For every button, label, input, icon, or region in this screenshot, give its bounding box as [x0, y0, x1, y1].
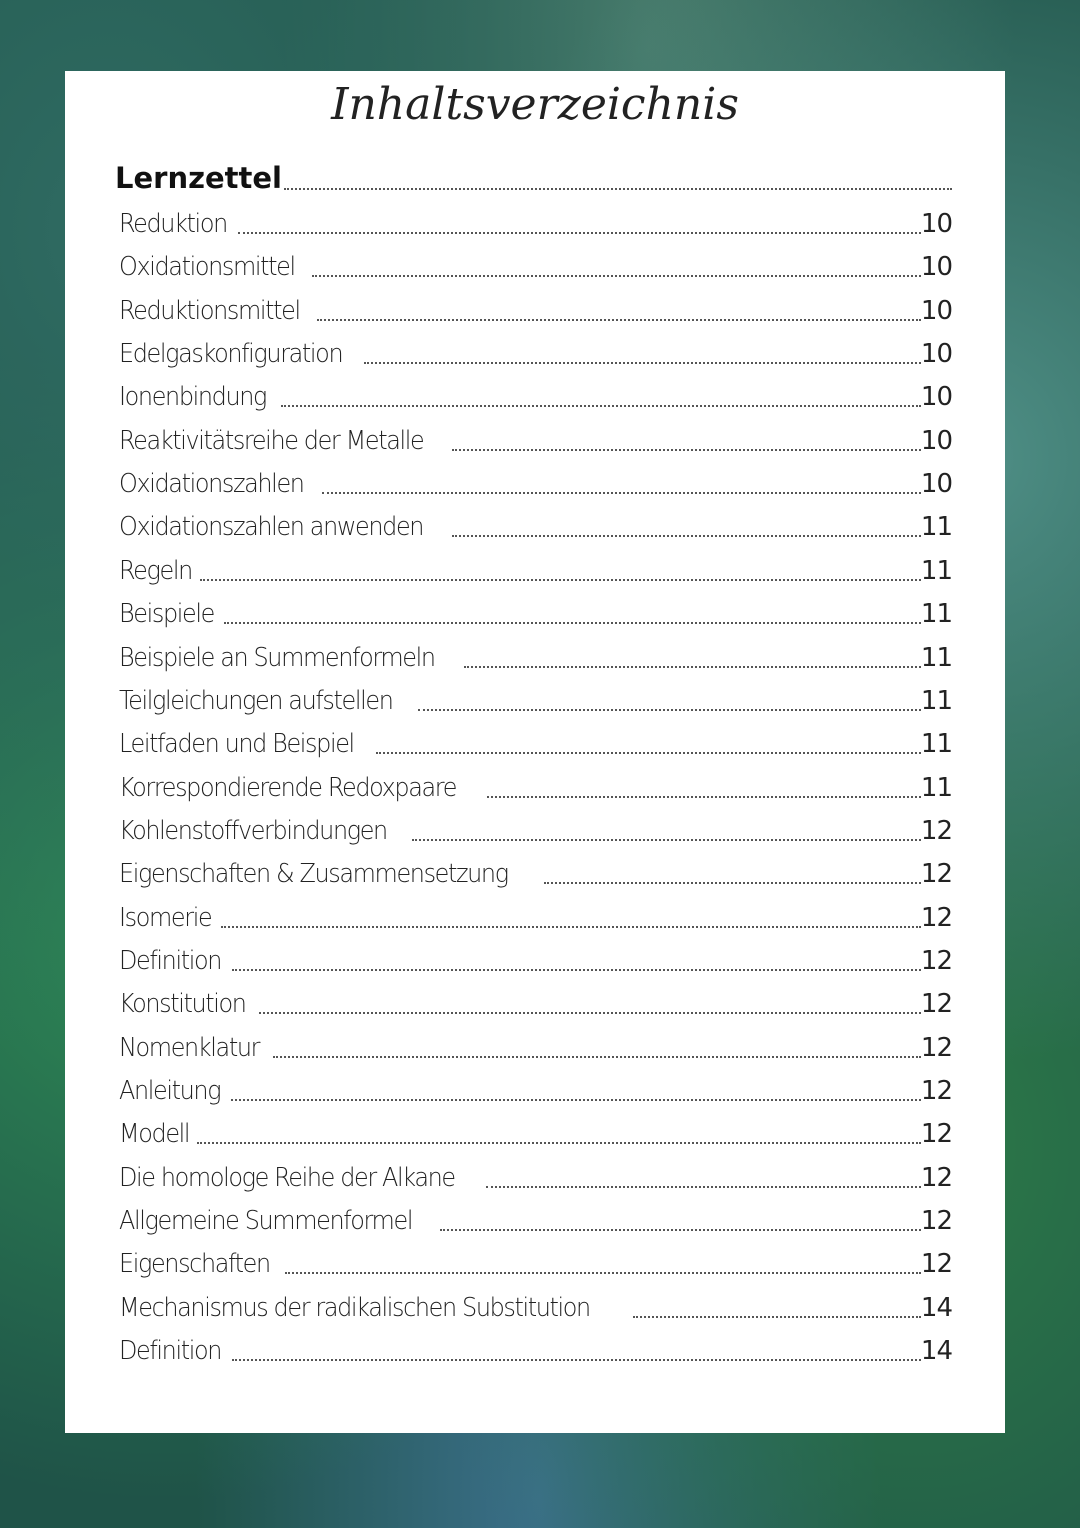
toc-entry-page: 12 — [920, 815, 952, 846]
toc-entry-page: 12 — [920, 989, 952, 1020]
toc-entry-label: Modell — [119, 1119, 190, 1150]
toc-entry-label: Reduktion — [119, 209, 227, 239]
toc-entry-label: Oxidationsmittel — [119, 252, 295, 283]
toc-entry-label: Allgemeine Summenformel — [119, 1206, 413, 1237]
toc-entry-label: Ionenbindung — [119, 382, 267, 413]
section-label: Lernzettel — [115, 161, 282, 195]
dot-leader — [633, 1316, 921, 1318]
toc-entry[interactable] — [119, 680, 952, 714]
toc-entry[interactable] — [119, 593, 952, 630]
dot-leader — [197, 1142, 921, 1144]
toc-entry[interactable] — [119, 203, 952, 237]
dot-leader — [232, 969, 921, 971]
toc-entry[interactable] — [119, 333, 952, 370]
toc-entry-page: 12 — [920, 1249, 952, 1280]
toc-entry[interactable] — [119, 1243, 952, 1280]
toc-entry-page: 14 — [920, 1292, 952, 1323]
toc-entry[interactable] — [119, 810, 952, 844]
toc-entry-label: Beispiele an Summenformeln — [119, 642, 435, 673]
toc-entry-label: Definition — [119, 1336, 222, 1367]
toc-entry[interactable] — [119, 1330, 952, 1367]
toc-entry[interactable] — [119, 853, 952, 890]
toc-entry-page: 12 — [920, 1119, 952, 1150]
dot-leader — [232, 1359, 921, 1361]
toc-entry-label: Oxidationszahlen — [119, 469, 304, 500]
toc-entry-page: 10 — [920, 252, 952, 283]
toc-entry-page: 12 — [920, 1076, 952, 1106]
dot-leader — [322, 492, 921, 494]
toc-entry-page: 10 — [920, 469, 952, 500]
toc-entry-label: Kohlenstoffverbindungen — [119, 815, 387, 846]
toc-entry-label: Reduktionsmittel — [119, 295, 300, 326]
dot-leader — [464, 666, 921, 668]
toc-entry[interactable] — [119, 897, 952, 931]
toc-entry-page: 11 — [920, 729, 952, 760]
dot-leader — [487, 796, 921, 798]
toc-entry[interactable] — [119, 767, 952, 801]
toc-entry[interactable] — [119, 1027, 952, 1061]
toc-entry-page: 11 — [920, 772, 952, 803]
toc-entry[interactable] — [119, 1200, 952, 1237]
dot-leader — [364, 362, 921, 364]
toc-entry[interactable] — [119, 463, 952, 500]
dot-leader — [312, 275, 921, 277]
toc-entry[interactable] — [119, 506, 952, 543]
toc-entry-page: 11 — [920, 512, 952, 543]
dot-leader — [284, 188, 952, 190]
toc-entry-label: Die homologe Reihe der Alkane — [119, 1162, 455, 1193]
toc-entry-label: Teilgleichungen aufstellen — [119, 685, 393, 716]
toc-entry-page: 12 — [920, 1032, 952, 1063]
toc-entry[interactable] — [119, 983, 952, 1020]
toc-entry-page: 11 — [920, 599, 952, 630]
toc-entry-page: 12 — [920, 859, 952, 890]
toc-entry-page: 10 — [920, 382, 952, 413]
dot-leader — [285, 1272, 921, 1274]
toc-entry[interactable] — [119, 723, 952, 760]
toc-entry[interactable] — [119, 940, 952, 974]
toc-entry-page: 12 — [920, 902, 952, 933]
dot-leader — [281, 405, 921, 407]
toc-entry-label: Edelgaskonfiguration — [119, 339, 343, 370]
toc-entry-label: Oxidationszahlen anwenden — [119, 512, 424, 543]
dot-leader — [238, 232, 921, 234]
toc-entry[interactable] — [119, 376, 952, 413]
toc-entry-label: Mechanismus der radikalischen Substitution — [119, 1292, 590, 1323]
toc-entry-label: Definition — [119, 945, 222, 976]
dot-leader — [224, 622, 921, 624]
toc-entry-label: Anleitung — [119, 1076, 221, 1106]
dot-leader — [221, 926, 921, 928]
toc-entry[interactable] — [119, 1157, 952, 1191]
toc-entry-page: 11 — [920, 642, 952, 673]
dot-leader — [412, 839, 921, 841]
dot-leader — [259, 1012, 921, 1014]
dot-leader — [486, 1186, 921, 1188]
toc-entry-label: Leitfaden und Beispiel — [119, 729, 354, 760]
dot-leader — [440, 1229, 921, 1231]
dot-leader — [544, 882, 921, 884]
toc-entry-page: 14 — [920, 1336, 952, 1367]
toc-entry[interactable] — [119, 550, 952, 584]
dot-leader — [418, 709, 921, 711]
toc-entry-label: Reaktivitätsreihe der Metalle — [119, 425, 424, 456]
toc-entry-label: Konstitution — [119, 989, 246, 1020]
dot-leader — [200, 579, 921, 581]
section-heading — [115, 157, 952, 193]
toc-entry-page: 10 — [920, 339, 952, 370]
toc-entry-page: 10 — [920, 425, 952, 456]
toc-entry-label: Nomenklatur — [119, 1032, 260, 1063]
toc-entry-label: Regeln — [119, 555, 192, 586]
document-page — [65, 71, 1005, 1433]
page-title: Inhaltsverzeichnis — [331, 79, 739, 130]
dot-leader — [376, 752, 921, 754]
dot-leader — [317, 319, 920, 321]
toc-entry-label: Isomerie — [119, 902, 212, 933]
dot-leader — [452, 535, 921, 537]
toc-entry-page: 10 — [920, 295, 952, 326]
dot-leader — [452, 449, 921, 451]
toc-entry-page: 12 — [920, 1206, 952, 1237]
toc-entry-label: Eigenschaften & Zusammensetzung — [119, 859, 508, 890]
toc-entry-page: 12 — [920, 1162, 952, 1193]
toc-entry-label: Beispiele — [119, 599, 214, 630]
toc-entry[interactable] — [119, 1287, 952, 1321]
toc-entry-page: 11 — [920, 555, 952, 586]
toc-entry-page: 11 — [920, 685, 952, 716]
toc-entry[interactable] — [119, 420, 952, 454]
toc-entry-page: 12 — [920, 945, 952, 976]
toc-entry-page: 10 — [920, 209, 952, 239]
toc-entry[interactable] — [119, 1113, 952, 1150]
toc-entry[interactable] — [119, 637, 952, 671]
toc-entry-label: Eigenschaften — [119, 1249, 270, 1280]
toc-entry-label: Korrespondierende Redoxpaare — [119, 772, 457, 803]
toc-entry[interactable] — [119, 1070, 952, 1104]
dot-leader — [273, 1056, 921, 1058]
toc-entry[interactable] — [119, 246, 952, 283]
dot-leader — [231, 1099, 921, 1101]
toc-entry[interactable] — [119, 290, 952, 324]
